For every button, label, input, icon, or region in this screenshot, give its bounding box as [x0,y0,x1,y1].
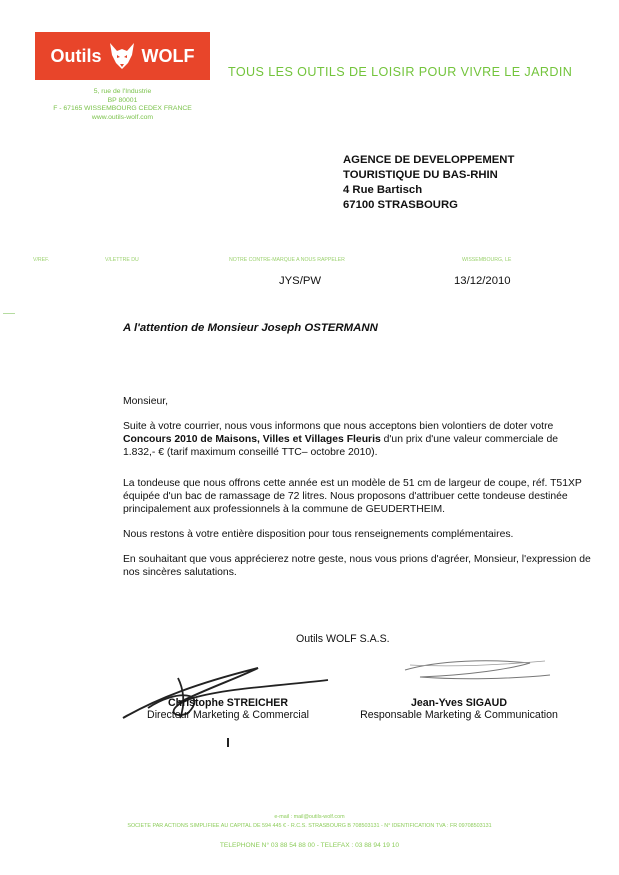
salutation: Monsieur, [123,396,169,407]
signatory-2-name: Jean-Yves SIGAUD [411,697,507,709]
paragraph-2: La tondeuse que nous offrons cette année est un modèle de 51 cm de largeur de coupe, réf. T51XP équipée d'un bac de ramassage de 72 litres. Nous proposons d'attribuer cette tondeuse destinée principalement aux professionnels à la commune de GEUDERTHEIM. [123,478,582,515]
address-line: BP 80001 [107,96,138,104]
recipient-line: 4 Rue Bartisch [343,184,423,196]
fox-head-icon [108,41,136,71]
paragraph-4: En souhaitant que vous apprécierez notre geste, nous vous prions d'agréer, Monsieur, l'expression de nos sincères salutations. [123,554,591,578]
signatory-1-title: Directeur Marketing & Commercial [147,709,309,721]
paragraph-1-text: Suite à votre courrier, nous vous informons que nous acceptons bien volontiers de doter votre [123,421,554,432]
our-reference: JYS/PW [279,275,322,287]
letter-date: 13/12/2010 [454,275,511,287]
signatory-2-title: Responsable Marketing & Communication [360,709,558,721]
signatory-2 [345,697,573,721]
address-website: www.outils-wolf.com [91,113,154,121]
signatory-1 [118,697,338,721]
footer-phone: TELEPHONE N° 03 88 54 88 00 - TELEFAX : 03 88 94 19 10 [219,842,400,849]
company-tagline: TOUS LES OUTILS DE LOISIR POUR VIVRE LE JARDIN [228,65,573,79]
ref-label-vref: V/REF. [33,257,50,263]
ref-label-our-ref: NOTRE CONTRE-MARQUE A NOUS RAPPELER [229,257,345,263]
contest-name: Concours 2010 de Maisons, Villes et Villages Fleuris [123,434,381,445]
footer-email: e-mail : mail@outils-wolf.com [274,814,345,820]
handwritten-signature-sigaud [400,655,555,685]
recipient-line: TOURISTIQUE DU BAS-RHIN [343,169,498,181]
company-address [40,88,205,122]
recipient-address [343,153,514,213]
ref-label-vletter: V/LETTRE DU [105,257,139,263]
address-line: F - 67165 WISSEMBOURG CEDEX FRANCE [53,105,192,113]
signatory-1-name: Christophe STREICHER [167,697,289,709]
footer-legal: SOCIETE PAR ACTIONS SIMPLIFIEE AU CAPITAL DE 594 445 € - R.C.S. STRASBOURG B 708503131 - N° IDENTIFICATION TVA : FR 09708503131 [127,823,492,829]
paragraph-1-text-end: d'un prix d'une valeur commerciale de 1.832,- € (tarif maximum conseillé TTC– octobre 2010). [123,434,559,458]
attention-line: A l'attention de Monsieur Joseph OSTERMANN [123,322,378,334]
paragraph-1 [123,420,593,459]
logo-word-outils: Outils [50,45,102,66]
logo-word-wolf: WOLF [141,45,195,66]
paragraph-3: Nous restons à votre entière disposition pour tous renseignements complémentaires. [123,529,514,540]
pen-mark [227,738,229,747]
address-line: 5, rue de l'Industrie [93,88,152,95]
recipient-line: 67100 STRASBOURG [343,199,458,211]
closing-company: Outils WOLF S.A.S. [296,633,390,645]
ref-label-place-date: WISSEMBOURG, LE [462,257,512,263]
company-logo [35,32,210,80]
fold-mark [3,313,15,314]
recipient-line: AGENCE DE DEVELOPPEMENT [343,154,515,166]
